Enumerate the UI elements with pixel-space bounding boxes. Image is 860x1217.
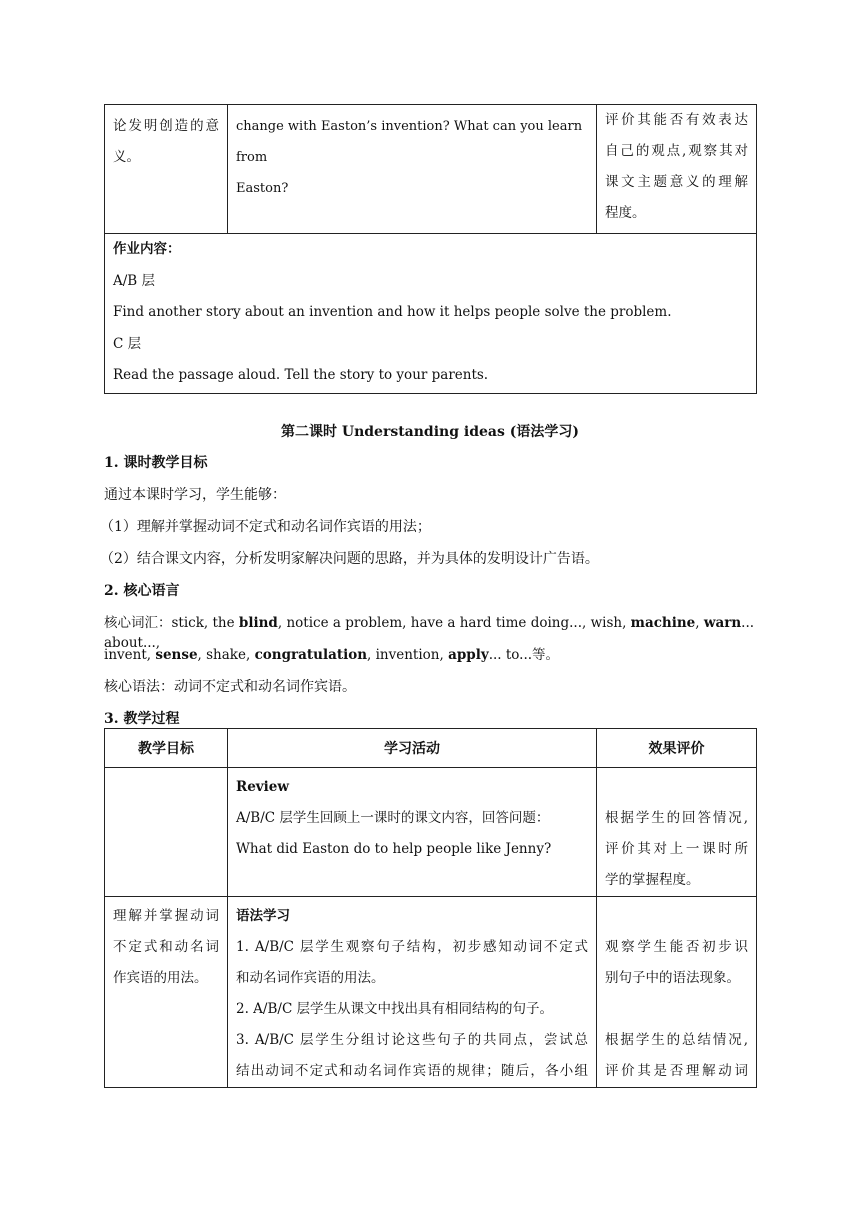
activity-line: Easton? <box>236 181 289 196</box>
vocab-text: , invention, <box>367 647 449 663</box>
table-row <box>105 105 757 234</box>
activity-line: 结出动词不定式和动名词作宾语的规律；随后，各小组 <box>236 1063 588 1079</box>
vocab-text: , <box>695 615 704 631</box>
vocab-text: , shake, <box>197 647 255 663</box>
vocab-text: invent, <box>104 647 156 663</box>
vocab-key-word: blind <box>238 615 278 631</box>
vocab-text: ... about..., <box>104 615 755 651</box>
activity-line: 2. A/B/C 层学生从课文中找出具有相同结构的句子。 <box>236 1001 554 1017</box>
evaluation-cell <box>597 105 757 234</box>
section1-item: （1）理解并掌握动词不定式和动名词作宾语的用法； <box>100 519 431 535</box>
homework-c-label: C 层 <box>113 335 142 352</box>
vocab-key-word: congratulation <box>254 647 368 663</box>
homework-cell <box>105 234 757 394</box>
homework-ab-text: Find another story about an invention and how it helps people solve the problem. <box>113 304 672 320</box>
table-row <box>105 768 757 897</box>
activity-title: 语法学习 <box>236 908 290 924</box>
teaching-process-table <box>104 728 757 1088</box>
eval-line: 根据学生的总结情况, <box>605 1032 748 1048</box>
vocab-text: stick, the <box>171 615 239 631</box>
goal-line: 不定式和动名词 <box>113 939 219 955</box>
activity-line: 和动名词作宾语的用法。 <box>236 970 385 986</box>
activity-line: What did Easton do to help people like Jenny? <box>236 841 552 857</box>
table-header-row <box>105 729 757 768</box>
goal-line: 义。 <box>113 149 140 165</box>
table-row <box>105 897 757 1088</box>
vocab-text: , notice a problem, have a hard time doing..., wish, <box>277 615 631 631</box>
vocab-key-word: warn <box>703 615 742 631</box>
section1-intro: 通过本课时学习，学生能够： <box>104 487 286 503</box>
homework-ab-label: A/B 层 <box>113 272 156 289</box>
vocab-key-word: sense <box>155 647 198 663</box>
eval-line: 根据学生的回答情况, <box>605 810 748 826</box>
eval-line: 学的掌握程度。 <box>605 872 700 888</box>
goal-line: 作宾语的用法。 <box>113 970 208 986</box>
eval-line: 程度。 <box>605 205 646 221</box>
vocab-key-word: machine <box>630 615 696 631</box>
eval-line: 评价其对上一课时所 <box>605 841 748 857</box>
goal-line: 理解并掌握动词 <box>113 908 219 924</box>
activity-title: Review <box>236 779 289 795</box>
eval-line: 评价其是否理解动词 <box>605 1063 748 1079</box>
core-vocabulary-cont <box>104 645 756 665</box>
vocab-key-word: apply <box>448 647 489 663</box>
activity-cell <box>228 105 597 234</box>
header-activity: 学习活动 <box>228 729 597 768</box>
lesson1-table <box>104 104 757 394</box>
eval-line: 课文主题意义的理解 <box>605 174 748 190</box>
eval-spacer <box>605 994 748 1025</box>
goal-cell <box>105 105 228 234</box>
activity-line: 3. A/B/C 层学生分组讨论这些句子的共同点，尝试总 <box>236 1032 588 1048</box>
vocab-label: 核心词汇： <box>104 615 172 631</box>
core-grammar: 核心语法：动词不定式和动名词作宾语。 <box>104 679 356 695</box>
homework-row <box>105 234 757 394</box>
goal-cell <box>105 768 228 897</box>
section2-heading: 2. 核心语言 <box>104 583 180 599</box>
section1-item: （2）结合课文内容，分析发明家解决问题的思路，并为具体的发明设计广告语。 <box>100 551 599 567</box>
activity-line: A/B/C 层学生回顾上一课时的课文内容，回答问题： <box>236 810 550 826</box>
goal-line: 论发明创造的意 <box>113 118 219 134</box>
evaluation-cell <box>597 897 757 1088</box>
activity-cell <box>228 897 597 1088</box>
goal-cell <box>105 897 228 1088</box>
activity-line: 1. A/B/C 层学生观察句子结构，初步感知动词不定式 <box>236 939 588 955</box>
homework-c-text: Read the passage aloud. Tell the story to your parents. <box>113 367 489 383</box>
section3-heading: 3. 教学过程 <box>104 711 180 727</box>
section1-heading: 1. 课时教学目标 <box>104 455 208 471</box>
eval-line: 自己的观点,观察其对 <box>605 143 748 159</box>
homework-title: 作业内容： <box>113 241 181 257</box>
activity-cell <box>228 768 597 897</box>
header-goal: 教学目标 <box>105 729 228 768</box>
activity-line: change with Easton’s invention? What can you learn from <box>236 119 583 165</box>
header-evaluation: 效果评价 <box>597 729 757 768</box>
eval-line: 观察学生能否初步识 <box>605 939 748 955</box>
vocab-text: ... to...等。 <box>488 647 560 663</box>
lesson-title: 第二课时 Understanding ideas (语法学习) <box>281 424 579 440</box>
eval-line: 别句子中的语法现象。 <box>605 970 740 986</box>
eval-line: 评价其能否有效表达 <box>605 112 748 128</box>
evaluation-cell <box>597 768 757 897</box>
